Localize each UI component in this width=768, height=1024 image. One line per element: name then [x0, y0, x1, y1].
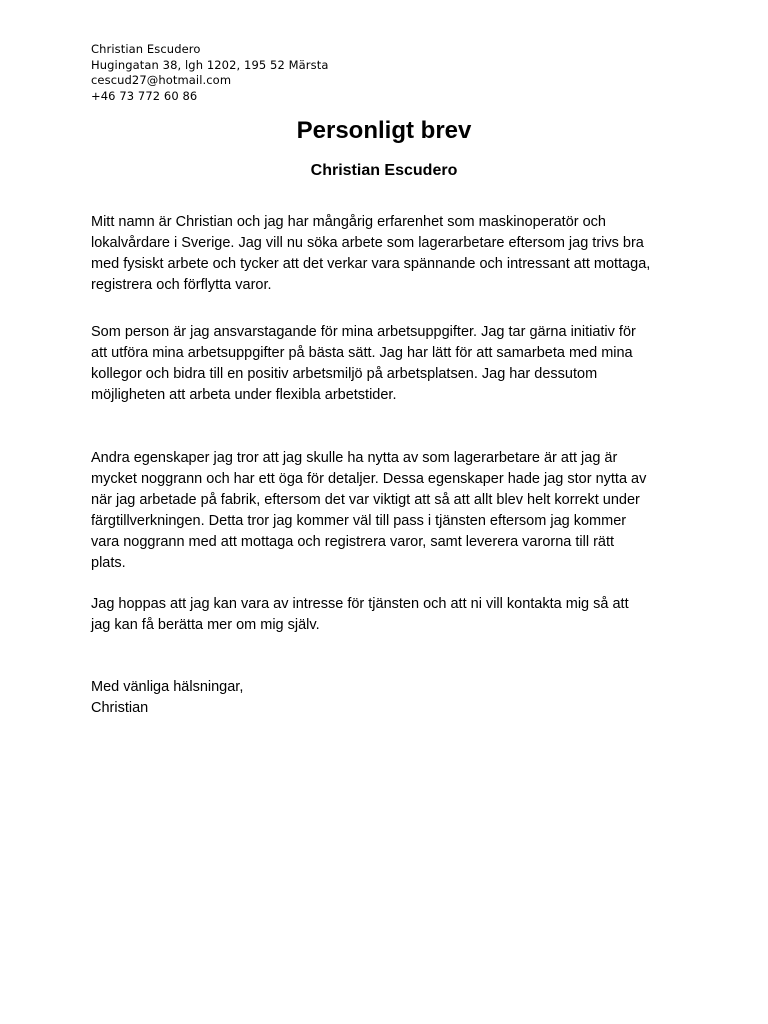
sender-name: Christian Escudero: [91, 42, 201, 56]
letter-title: Personligt brev: [296, 117, 472, 144]
sender-email: cescud27@hotmail.com: [91, 73, 232, 87]
sender-address: Hugingatan 38, lgh 1202, 195 52 Märsta: [91, 57, 329, 72]
signature: Christian: [91, 700, 149, 716]
body-paragraph-3: Andra egenskaper jag tror att jag skulle ha nytta av som lagerarbetare är att jag är mycket noggrann och har ett öga för detaljer. Dessa egenskaper hade jag stor nytta av när jag arbetade på fabrik, eftersom det var viktigt att så att allt blev helt korrekt under färgtillverkningen. Detta tror jag kommer väl till pass i tjänsten eftersom jag kommer vara noggrann med att mottaga och registrera varor, samt leverera varorna till rätt plats.: [91, 450, 647, 571]
sender-phone: +46 73 772 60 86: [91, 88, 198, 103]
letter-subtitle: Christian Escudero: [310, 162, 458, 179]
body-paragraph-2: Som person är jag ansvarstagande för mina arbetsuppgifter. Jag tar gärna initiativ för att utföra mina arbetsuppgifter på bästa sätt. Jag har lätt för att samarbeta med mina kollegor och bidra till en positiv arbetsmiljö på arbetsplatsen. Jag har dessutom möjligheten att arbeta under flexibla arbetstider.: [91, 324, 636, 403]
contact-block: [91, 42, 328, 104]
closing-block: [91, 677, 243, 719]
body-paragraph-1: Mitt namn är Christian och jag har mångårig erfarenhet som maskinoperatör och lokalvårdare i Sverige. Jag vill nu söka arbete som lagerarbetare eftersom jag trivs bra med fysiskt arbete och tycker att det verkar vara spännande och intressant att mottaga, registrera och förflytta varor.: [91, 214, 651, 293]
closing-greeting: Med vänliga hälsningar,: [91, 679, 244, 695]
body-paragraph-4: Jag hoppas att jag kan vara av intresse för tjänsten och att ni vill kontakta mig så att jag kan få berätta mer om mig själv.: [91, 596, 629, 633]
